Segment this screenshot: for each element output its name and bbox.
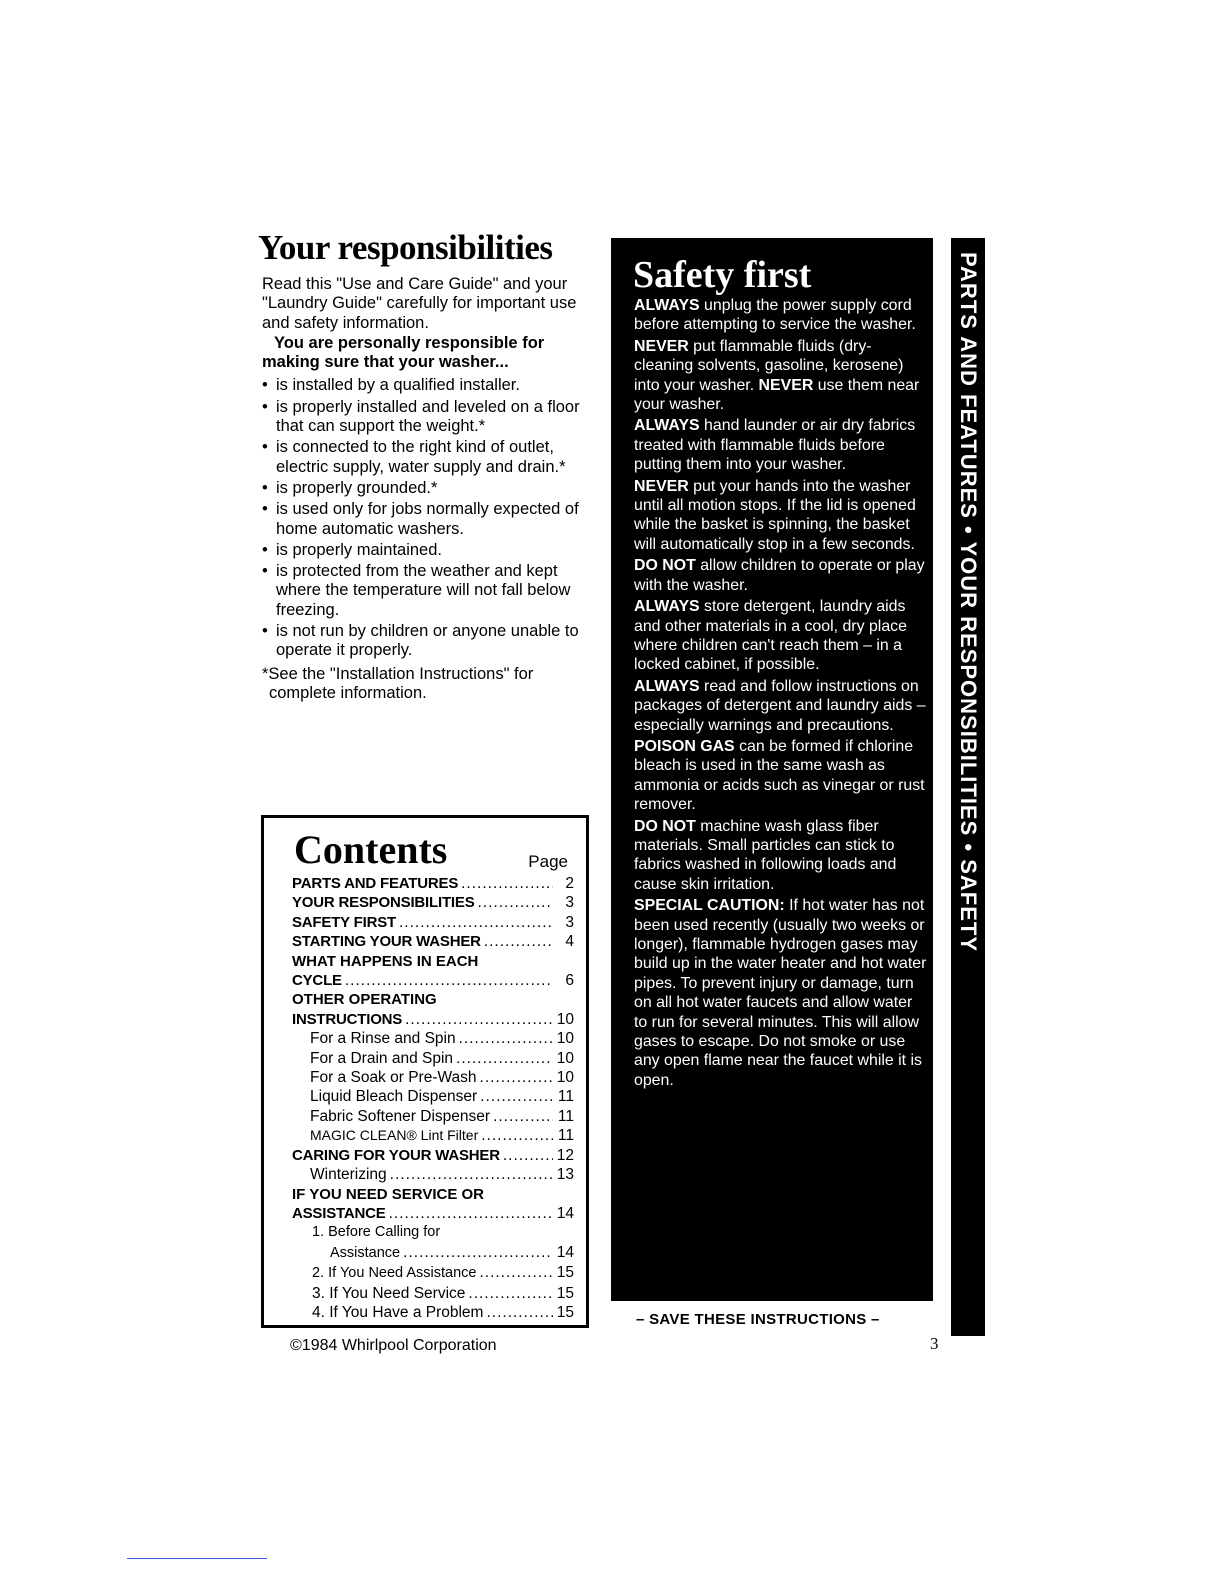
safety-item: NEVER put flammable fluids (dry-cleaning solvents, gasoline, kerosene) into your washer. NEVER use them near your washer.: [634, 337, 920, 414]
list-item: • is properly grounded.*: [262, 479, 592, 498]
toc-entry: PARTS AND FEATURES ..... 2: [292, 874, 574, 893]
section-side-tab: [951, 238, 985, 1336]
table-of-contents: [292, 874, 574, 1322]
safety-item: NEVER put your hands into the washer until all motion stops. If the lid is opened while the basket is spinning, the basket will automatically stop in a few seconds.: [634, 477, 916, 553]
responsibilities-title: Your responsibilities: [258, 228, 553, 267]
list-item: • is installed by a qualified installer.: [262, 376, 592, 395]
safety-panel: [611, 238, 933, 1301]
safety-item: ALWAYS unplug the power supply cord before attempting to service the washer.: [634, 297, 916, 334]
section-side-tab-label: PARTS AND FEATURES • YOUR RESPONSIBILITIES • SAFETY: [956, 252, 981, 952]
toc-entry: STARTING YOUR WASHER ..... 4: [292, 932, 574, 951]
toc-entry: Fabric Softener Dispenser ..... 11: [292, 1107, 574, 1126]
toc-entry: CARING FOR YOUR WASHER ..... 12: [292, 1146, 574, 1165]
responsibilities-intro: Read this "Use and Care Guide" and your "Laundry Guide" carefully for important use and safety information.: [262, 275, 577, 332]
list-item: • is protected from the weather and kept where the temperature will not fall below freezing.: [262, 562, 592, 620]
toc-entry: CYCLE ..... 6: [292, 971, 574, 990]
contents-page-header: Page: [528, 852, 568, 871]
responsibilities-list: [262, 376, 592, 660]
list-item: • is not run by children or anyone unable to operate it properly.: [262, 622, 592, 661]
safety-title: Safety first: [633, 254, 812, 296]
save-instructions-notice: – SAVE THESE INSTRUCTIONS –: [636, 1311, 880, 1328]
toc-entry: Assistance ..... 14: [292, 1243, 574, 1263]
safety-item: DO NOT machine wash glass fiber materials. Small particles can stick to fabrics washed in following loads and cause skin irritation.: [634, 817, 897, 893]
safety-item: ALWAYS store detergent, laundry aids and other materials in a cool, dry place where children can't reach them – in a locked cabinet, if possible.: [634, 598, 907, 674]
list-item: • is properly maintained.: [262, 541, 592, 560]
footnote-rule: [127, 1558, 267, 1559]
safety-item: ALWAYS hand launder or air dry fabrics treated with flammable fluids before putting them into your washer.: [634, 417, 916, 474]
safety-item: SPECIAL CAUTION: If hot water has not been used recently (usually two weeks or longer), flammable hydrogen gases may build up in the water heater and hot water pipes. To prevent injury or damage, turn on all hot water faucets and allow water to run for several minutes. This will allow gases to escape. Do not smoke or use any open flame near the faucet while it is open.: [634, 897, 927, 1089]
contents-box: [261, 815, 589, 1328]
toc-entry: 4. If You Have a Problem ..... 15: [292, 1303, 574, 1322]
list-item: • is connected to the right kind of outlet, electric supply, water supply and drain.*: [262, 438, 592, 477]
responsibilities-lead: You are personally responsible for making sure that your washer...: [262, 333, 545, 372]
safety-item: DO NOT allow children to operate or play with the washer.: [634, 557, 925, 594]
toc-entry: 2. If You Need Assistance ..... 15: [292, 1263, 574, 1283]
responsibilities-body: [262, 275, 592, 703]
toc-entry: Winterizing ..... 13: [292, 1165, 574, 1184]
safety-item: POISON GAS can be formed if chlorine bleach is used in the same wash as ammonia or acids such as vinegar or rust remover.: [634, 737, 925, 814]
toc-entry: For a Rinse and Spin ..... 10: [292, 1029, 574, 1048]
page-number: 3: [930, 1334, 939, 1353]
toc-entry: Liquid Bleach Dispenser ..... 11: [292, 1087, 574, 1106]
toc-entry: ASSISTANCE ..... 14: [292, 1204, 574, 1223]
list-item: • is used only for jobs normally expected of home automatic washers.: [262, 500, 592, 539]
toc-entry: For a Soak or Pre-Wash ..... 10: [292, 1068, 574, 1087]
toc-entry: INSTRUCTIONS ..... 10: [292, 1010, 574, 1029]
copyright-notice: ©1984 Whirlpool Corporation: [290, 1337, 497, 1354]
toc-entry: SAFETY FIRST ..... 3: [292, 913, 574, 932]
toc-entry: MAGIC CLEAN® Lint Filter ..... 11: [292, 1126, 574, 1145]
list-item: • is properly installed and leveled on a floor that can support the weight.*: [262, 398, 592, 437]
toc-entry: 3. If You Need Service ..... 15: [292, 1284, 574, 1303]
safety-body: [634, 296, 928, 1092]
toc-entry: WHAT HAPPENS IN EACH: [292, 952, 479, 970]
toc-entry: OTHER OPERATING: [292, 991, 437, 1009]
toc-entry: YOUR RESPONSIBILITIES ..... 3: [292, 893, 574, 912]
toc-entry: IF YOU NEED SERVICE OR: [292, 1185, 484, 1203]
toc-entry: 1. Before Calling for: [312, 1224, 441, 1241]
safety-item: ALWAYS read and follow instructions on packages of detergent and laundry aids – especially warnings and precautions.: [634, 677, 926, 734]
toc-entry: For a Drain and Spin ..... 10: [292, 1049, 574, 1068]
contents-title: Contents: [294, 827, 448, 872]
installation-footnote: *See the "Installation Instructions" for complete information.: [262, 664, 534, 702]
